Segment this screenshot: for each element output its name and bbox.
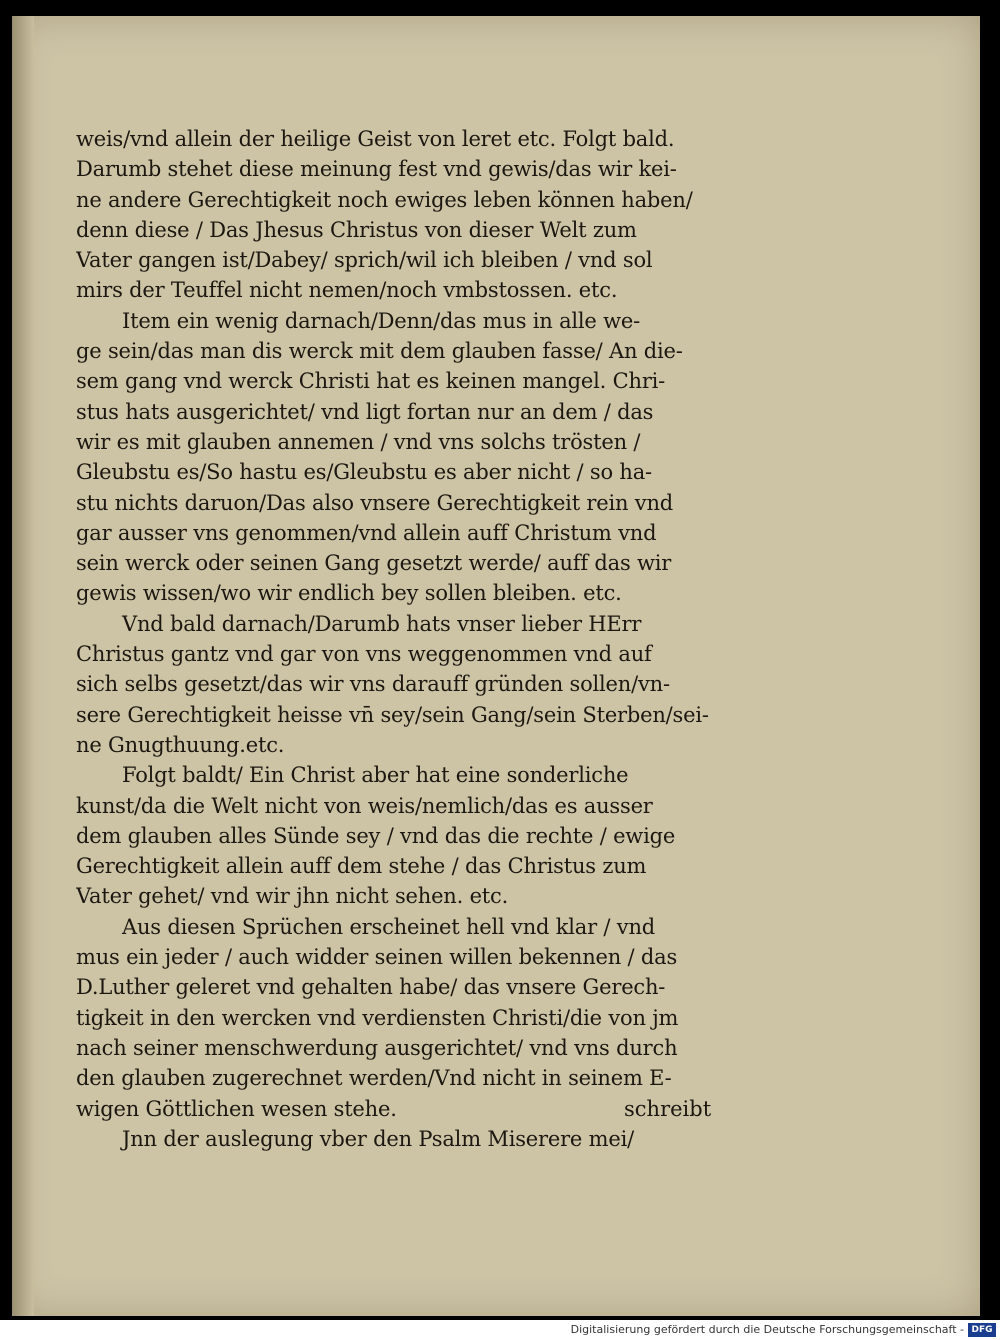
text-line: D.Luther geleret vnd gehalten habe/ das vnsere Gerech- [76,975,666,1000]
text-line: gewis wissen/wo wir endlich bey sollen bleiben. etc. [76,581,622,606]
text-line: Vater gehet/ vnd wir jhn nicht sehen. etc. [76,884,509,909]
text-line: denn diese / Das Jhesus Christus von dieser Welt zum [76,217,637,242]
text-line: sich selbs gesetzt/das wir vns darauff gründen sollen/vn- [76,672,670,697]
text-line: weis/vnd allein der heilige Geist von leret etc. Folgt bald. [76,127,675,151]
text-line: nach seiner menschwerdung ausgerichtet/ vnd vns durch [76,1035,678,1060]
text-line: Vnd bald darnach/Darumb hats vnser lieber HErr [122,611,642,636]
text-line: wigen Göttlichen wesen stehe. [76,1096,397,1121]
text-line: sere Gerechtigkeit heisse vn̄ sey/sein Gang/sein Sterben/sei- [76,702,709,727]
text-line: ne Gnugthuung.etc. [76,732,285,757]
text-line: Gerechtigkeit allein auff dem stehe / das Christus zum [76,854,647,879]
text-line: gar ausser vns genommen/vnd allein auff Christum vnd [76,520,657,545]
text-line: Gleubstu es/So hastu es/Gleubstu es aber nicht / so ha- [76,460,652,485]
text-line: Vater gangen ist/Dabey/ sprich/wil ich bleiben / vnd sol [76,248,653,273]
body-text [76,124,716,1154]
text-line: Darumb stehet diese meinung fest vnd gewis/das wir kei- [76,157,677,182]
text-line: stus hats ausgerichtet/ vnd ligt fortan nur an dem / das [76,399,654,424]
dfg-logo-icon: DFG [968,1323,996,1337]
page-binding-edge [12,16,34,1316]
text-line: stu nichts daruon/Das also vnsere Gerechtigkeit rein vnd [76,490,674,515]
catchword: schreibt [624,1097,712,1121]
text-line: ne andere Gerechtigkeit noch ewiges leben können haben/ [76,187,693,212]
book-page [12,16,980,1316]
text-line: kunst/da die Welt nicht von weis/nemlich/das es ausser [76,793,653,818]
funding-credit: Digitalisierung gefördert durch die Deutsche Forschungsgemeinschaft - [570,1323,964,1336]
text-line: wir es mit glauben annemen / vnd vns solchs trösten / [76,429,641,454]
text-line: Christus gantz vnd gar von vns weggenommen vnd auf [76,642,652,667]
text-line: mus ein jeder / auch widder seinen willen bekennen / das [76,945,678,970]
text-line: Aus diesen Sprüchen erscheinet hell vnd klar / vnd [122,914,656,939]
text-line: tigkeit in den wercken vnd verdiensten Christi/die von jm [76,1005,679,1030]
text-line: Folgt baldt/ Ein Christ aber hat eine sonderliche [122,763,629,788]
text-line: sein werck oder seinen Gang gesetzt werde/ auff das wir [76,551,672,576]
text-line: ge sein/das man dis werck mit dem glauben fasse/ An die- [76,339,683,364]
text-line: dem glauben alles Sünde sey / vnd das die rechte / ewige [76,823,676,848]
footer-bar [0,1320,1000,1340]
text-line: Item ein wenig darnach/Denn/das mus in alle we- [122,308,641,333]
text-line: mirs der Teuffel nicht nemen/noch vmbstossen. etc. [76,278,618,303]
text-line: Jnn der auslegung vber den Psalm Miserere mei/ [122,1126,634,1151]
text-line: sem gang vnd werck Christi hat es keinen mangel. Chri- [76,369,666,394]
text-line: den glauben zugerechnet werden/Vnd nicht in seinem E- [76,1066,672,1091]
